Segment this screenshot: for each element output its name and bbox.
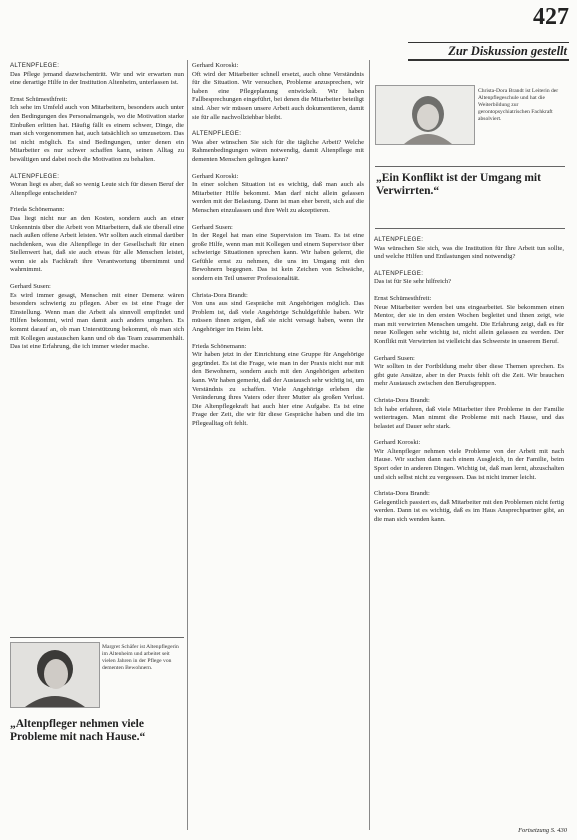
paragraph: Was aber wünschen Sie sich für die tägliche Arbeit? Welche Rahmenbedingungen wären notwendig, damit Altenpflege mit dementen Menschen gelingen kann? xyxy=(192,138,364,163)
interview-block xyxy=(10,62,184,88)
speaker-name: ALTENPFLEGE: xyxy=(374,236,424,243)
interview-block xyxy=(192,62,364,122)
interview-block xyxy=(192,292,364,335)
speaker-name: ALTENPFLEGE: xyxy=(374,269,424,277)
speaker-name: Christa-Dora Brandt: xyxy=(374,490,430,498)
speaker-name: Christa-Dora Brandt: xyxy=(374,396,430,404)
speaker-name: ALTENPFLEGE: xyxy=(10,62,60,69)
speaker-name: Gerhard Susen: xyxy=(374,354,415,362)
interview-block xyxy=(192,343,364,429)
text-column-3 xyxy=(374,236,564,816)
interview-block xyxy=(10,173,184,199)
interview-block xyxy=(374,270,564,287)
speaker-name: Frieda Schönemann: xyxy=(192,342,247,350)
speaker-name: Gerhard Susen: xyxy=(192,223,233,231)
portrait-photo xyxy=(375,85,475,145)
interview-block xyxy=(192,224,364,284)
paragraph: Wir Altenpfleger nehmen viele Probleme von der Arbeit mit nach Hause. Wir suchen dann nach einem Ausgleich, in der Familie, beim Sport oder in anderen Dingen. Wichtig ist, daß man lernt, abzuschalten und sich selbst nicht zu vergessen. Das ist nicht immer leicht. xyxy=(374,447,564,481)
speaker-name: Ernst Schümesthfreit: xyxy=(374,294,432,302)
paragraph: Das Pflege jemand dazwischentritt. Wir und wir erwarten nun eine derartige Hilfe in der Institution Altenheim, unterlassen ist. xyxy=(10,70,184,87)
pull-quote: „Ein Konflikt ist der Umgang mit Verwirrten.“ xyxy=(376,172,541,197)
speaker-name: Gerhard Susen: xyxy=(10,283,51,291)
interview-block xyxy=(374,236,564,262)
speaker-name: ALTENPFLEGE: xyxy=(192,130,242,138)
interview-block xyxy=(10,96,184,165)
portrait-caption: Margret Schäfer ist Altenpflegerin im Altenheim und arbeitet seit vielen Jahren in der Pflege von dementen Bewohnern. xyxy=(102,644,179,671)
paragraph: Woran liegt es aber, daß so wenig Leute sich für diesen Beruf der Altenpflege entscheiden? xyxy=(10,181,184,197)
section-title: Zur Diskussion gestellt xyxy=(408,42,569,61)
interview-block xyxy=(374,490,564,524)
paragraph: Wir sollten in der Fortbildung mehr über diese Themen sprechen. Es gibt gute Ansätze, aber in der Praxis fehlt oft die Zeit. Wir brauchen mehr Austausch zwischen den Berufsgruppen. xyxy=(374,363,564,388)
paragraph: Neue Mitarbeiter werden bei uns eingearbeitet. Sie bekommen einen Mentor, der sie in den ersten Wochen begleitet und ihnen zeigt, wie man mit verwirrten Menschen umgeht. Die Erfahrung zeigt, daß es für neue Kollegen sehr wichtig ist, nicht allein gelassen zu werden. Der Konflikt mit Verwirrten ist vielleicht das Schwerste in unserem Beruf. xyxy=(374,303,564,345)
paragraph: Was wünschen Sie sich, was die Institution für Ihre Arbeit tun sollte, und welche Hilfen und Entlastungen sind notwendig? xyxy=(374,244,564,261)
text-column-1 xyxy=(10,62,184,632)
interview-block xyxy=(10,206,184,275)
quote-rule xyxy=(10,637,184,638)
paragraph: Von uns aus sind Gespräche mit Angehörigen möglich. Das Problem ist, daß viele Angehörige Schuldgefühle haben. Wir müssen ihnen zeigen, daß sie nicht versagt haben, wenn ihr Angehöriger im Heim lebt. xyxy=(192,300,364,334)
paragraph: In der Regel hat man eine Supervision im Team. Es ist eine große Hilfe, wenn man mit Kollegen und einem Supervisor über schwierige Situationen sprechen kann. Wir haben gelernt, die Gefühle ernst zu nehmen, die uns im Umgang mit den Bewohnern begegnen. Das ist kein Zeichen von Schwäche, sondern ein Teil unserer Professionalität. xyxy=(192,232,364,283)
paragraph: Wir haben jetzt in der Einrichtung eine Gruppe für Angehörige gegründet. Es ist die Frage, wie man in der Praxis nicht nur mit den Bewohnern, sondern auch mit den Angehörigen arbeiten kann. Wir haben gemerkt, daß der Austausch sehr wichtig ist, um Verständnis zu schaffen. Viele Angehörige erleben die Veränderung ihres Vaters oder ihrer Mutter als großen Verlust. Die Altenpflegekraft hat auch hier eine Aufgabe. Es ist eine Frage der Zeit, die wir für diese Gespräche haben und die im Pflegealltag oft fehlt. xyxy=(192,351,364,427)
column-divider xyxy=(369,60,370,830)
paragraph: Gelegentlich passiert es, daß Mitarbeiter mit den Problemen nicht fertig werden. Dann ist es wichtig, daß es im Haus Ansprechpartner gibt, an die man sich wenden kann. xyxy=(374,498,564,524)
speaker-name: Gerhard Koroski: xyxy=(192,62,239,69)
paragraph: Es wird immer gesagt, Menschen mit einer Demenz wären besonders schwierig zu pflegen. Aber es ist eine Frage der Einstellung. Wenn man die Arbeit als sinnvoll empfindet und Hilfen bekommt, wird man damit auch anders umgehen. Es kommt darauf an, ob man Unterstützung bekommt, ob man sich mit Kollegen austauschen kann und ob das Team zusammenhält. Das ist eine Erfahrung, die ich immer wieder mache. xyxy=(10,291,184,351)
paragraph: Das ist für Sie sehr hilfreich? xyxy=(374,278,452,286)
quote-rule xyxy=(375,228,565,229)
paragraph: Das liegt nicht nur an den Kosten, sondern auch an einer Unkenntnis über die Arbeit von Mitarbeitern, daß sie überall eine nach außen offene Arbeit leisten. Wir sollten auch einmal darüber nachdenken, was die Altenpflege in der Gesellschaft für einen Stellenwert hat, daß sie auch etwas für alle Menschen leistet, wenn sie als Fachkraft ihre Verantwortung übernimmt und wahrnimmt. xyxy=(10,214,184,274)
paragraph: Ich sehe im Umfeld auch von Mitarbeitern, besonders auch unter den Bedingungen des Personalmangels, wo die Motivation starke Einbußen erlitten hat. Häufig fällt es einem schwer, Dinge, die man sich vorgenommen hat, auch tatsächlich so umzusetzen. Das ist nicht möglich. Es sind Bedingungen, unter denen ein Mitarbeiter es nur schwer schaffen kann, seinen Alltag zu bewältigen und dabei noch die Motivation zu behalten. xyxy=(10,104,184,163)
paragraph: Ich habe erfahren, daß viele Mitarbeiter ihre Probleme in der Familie weitertragen. Man nimmt die Probleme mit nach Hause, und das belastet auf Dauer sehr stark. xyxy=(374,405,564,430)
page-number: 427 xyxy=(533,4,569,30)
continued-note: Fortsetzung S. 430 xyxy=(518,827,567,834)
speaker-name: Ernst Schümesthfreit: xyxy=(10,95,68,103)
woman-portrait-icon xyxy=(376,86,474,144)
column-divider xyxy=(187,60,188,830)
speaker-name: ALTENPFLEGE: xyxy=(10,172,60,180)
portrait-caption: Christa-Dora Brandt ist Leiterin der Altenpflegeschule und hat die Weiterbildung zur gerontopsychiatrischen Fachkraft absolviert. xyxy=(478,88,559,122)
interview-block xyxy=(10,283,184,352)
text-column-2 xyxy=(192,62,364,822)
paragraph: In einer solchen Situation ist es wichtig, daß man auch als Mitarbeiter Hilfe bekommt. Man darf nicht allein gelassen werden mit der Belastung. Dann ist man eher bereit, sich auf die Menschen einzulassen und ihre Welt zu akzeptieren. xyxy=(192,181,364,214)
speaker-name: Gerhard Koroski: xyxy=(374,439,421,447)
interview-block xyxy=(374,397,564,431)
pull-quote: „Altenpfleger nehmen viele Probleme mit nach Hause.“ xyxy=(10,718,146,743)
speaker-name: Christa-Dora Brandt: xyxy=(192,291,248,299)
speaker-name: Frieda Schönemann: xyxy=(10,206,65,214)
interview-block xyxy=(374,355,564,389)
interview-block xyxy=(374,439,564,482)
interview-block xyxy=(192,173,364,216)
speaker-name: Gerhard Koroski: xyxy=(192,172,239,180)
paragraph: Oft wird der Mitarbeiter schnell ersetzt, auch ohne Verständnis für die Situation. Wir versuchen, Probleme anzusprechen, wir haben eine Pflegeplanung entwickelt. Wir haben Fallbesprechungen eingeführt, bei denen die Mitarbeiter beteiligt sind. Aber wir müssen unsere Arbeit auch dokumentieren, damit sie für alle nachvollziehbar bleibt. xyxy=(192,70,364,121)
interview-block xyxy=(374,295,564,347)
woman-portrait-icon xyxy=(11,643,99,707)
interview-block xyxy=(192,130,364,164)
quote-rule xyxy=(375,166,565,167)
portrait-photo xyxy=(10,642,100,708)
